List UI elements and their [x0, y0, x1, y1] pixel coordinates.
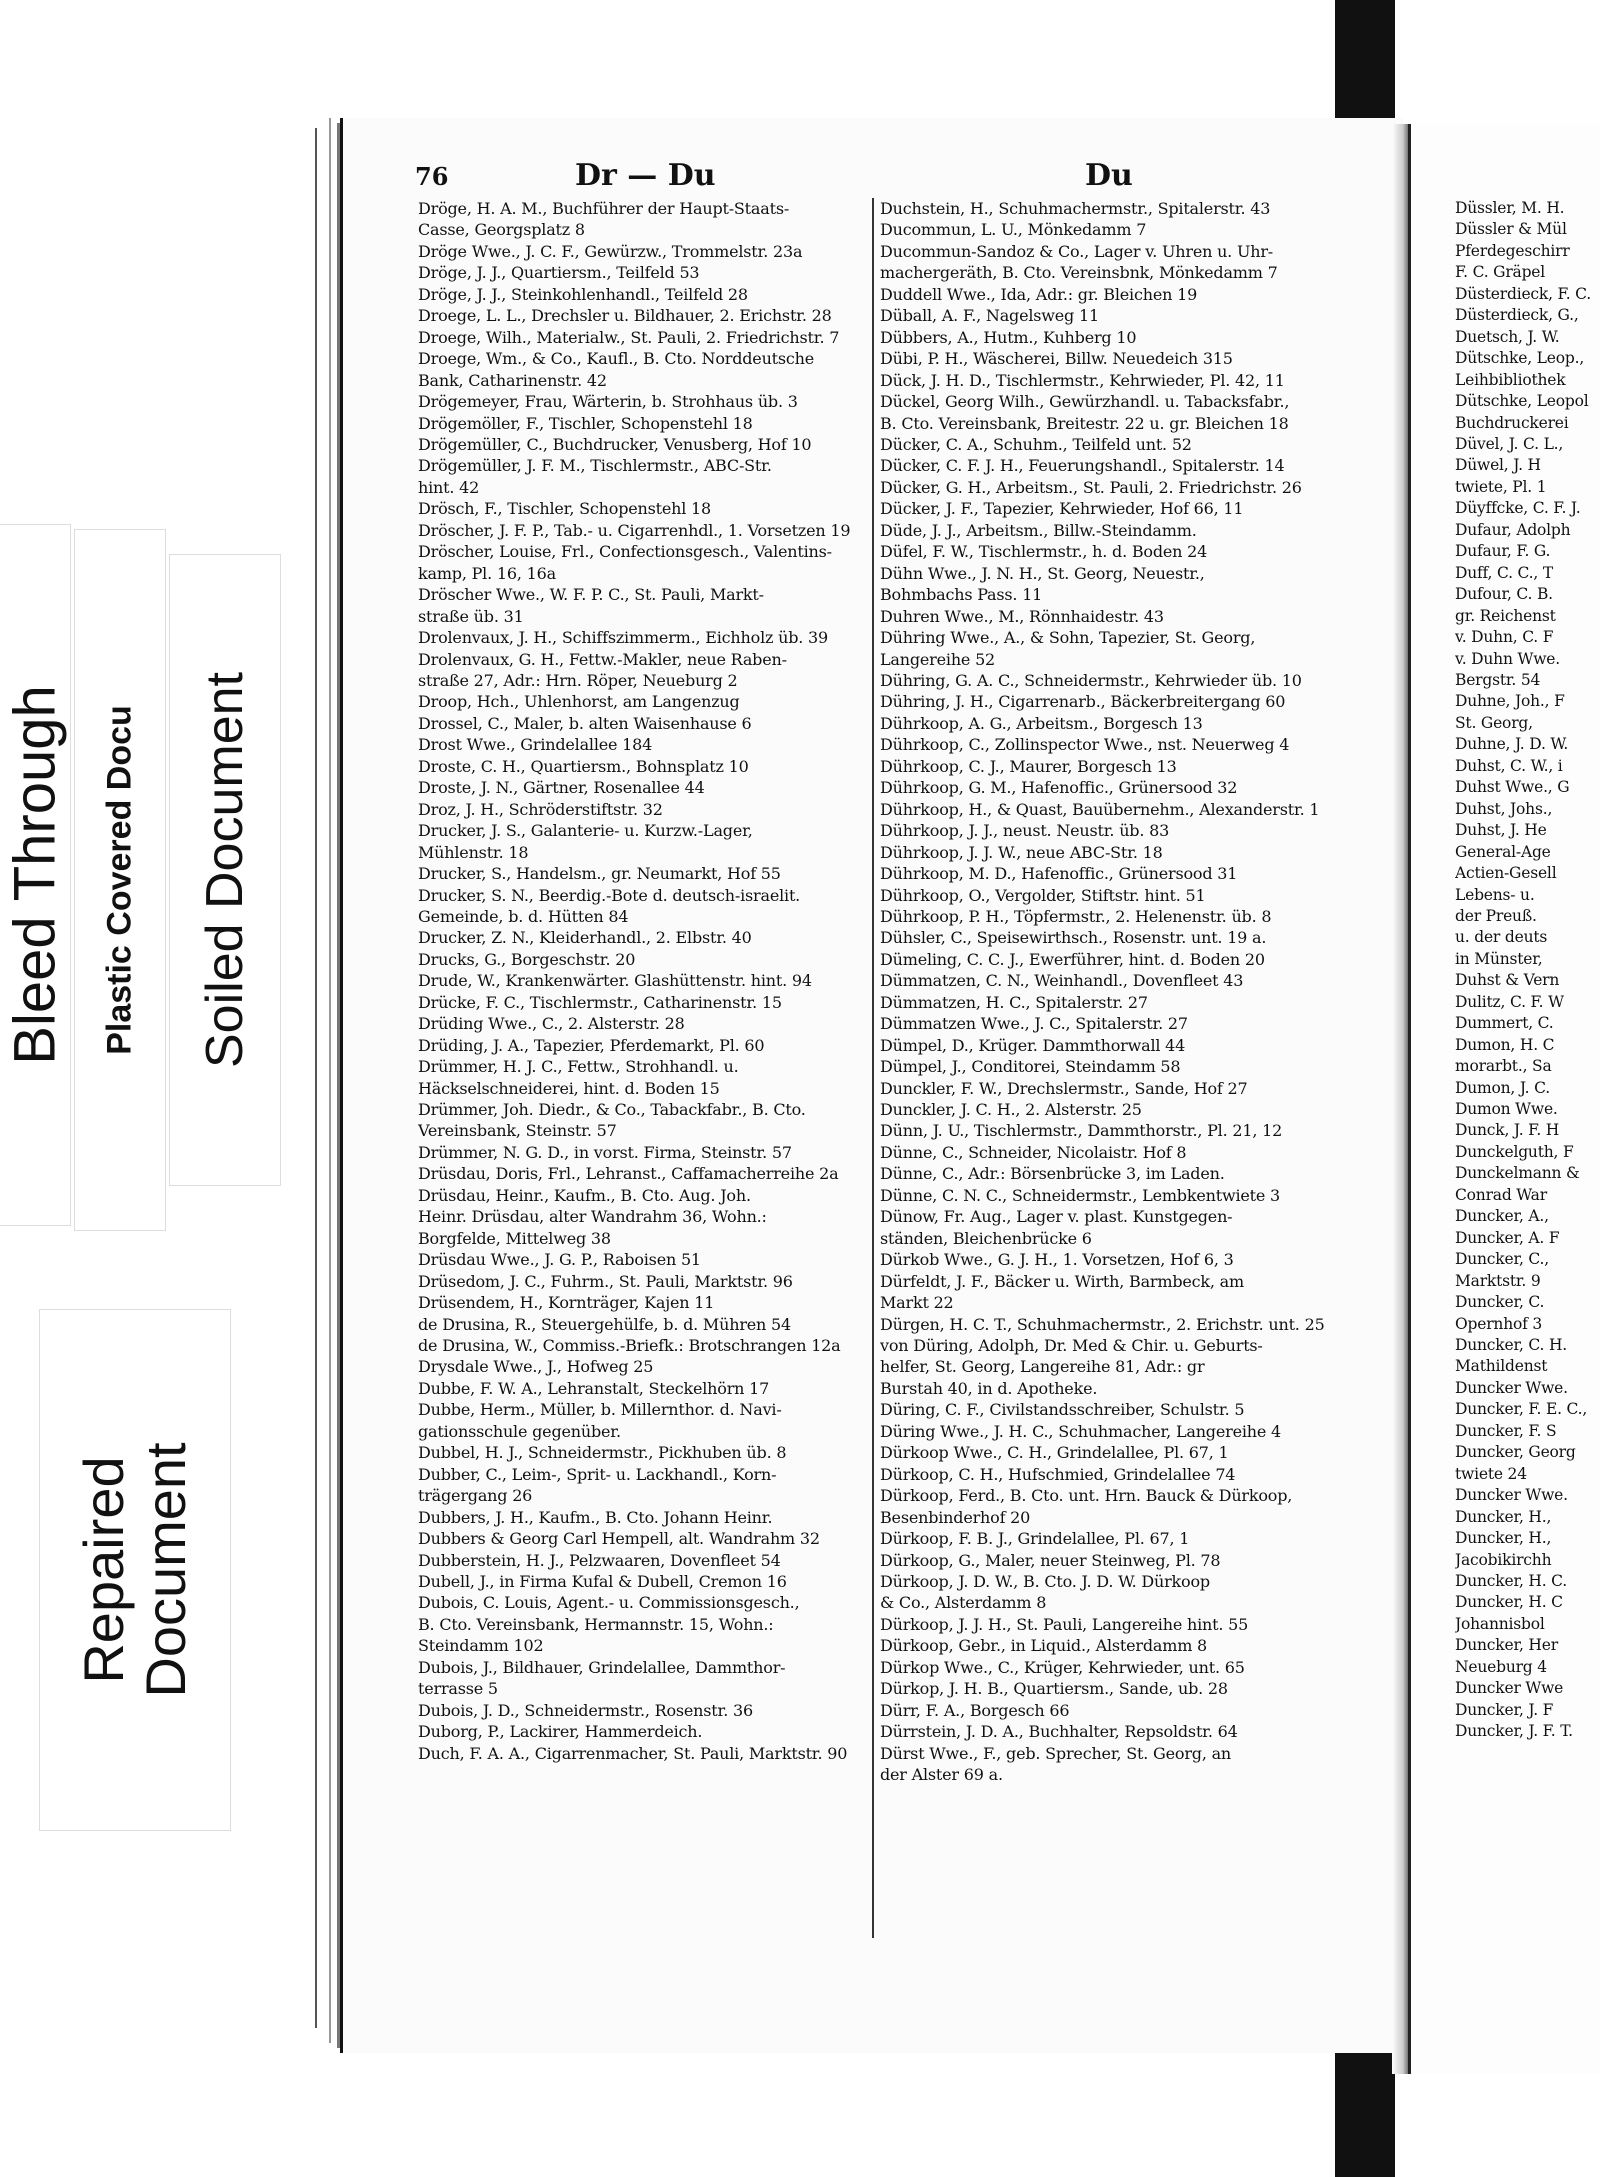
directory-entry-line: Häckselschneiderei, hint. d. Boden 15	[418, 1078, 720, 1098]
directory-entry-line: Drolenvaux, J. H., Schiffszimmerm., Eichholz üb. 39	[418, 628, 828, 648]
directory-entry-line: Dürst Wwe., F., geb. Sprecher, St. Georg, an	[880, 1743, 1232, 1763]
directory-entry-line: Mathildenst	[1455, 1357, 1548, 1376]
directory-entry-line: twiete, Pl. 1	[1455, 477, 1547, 496]
directory-entry-line: Dümmatzen Wwe., J. C., Spitalerstr. 27	[880, 1014, 1188, 1034]
directory-entry-line: Dunckler, F. W., Drechslermstr., Sande, Hof 27	[880, 1078, 1248, 1098]
directory-entry-line: Dufour, C. B.	[1455, 585, 1553, 604]
directory-entry-line: B. Cto. Vereinsbank, Hermannstr. 15, Wohn.:	[418, 1614, 774, 1634]
directory-entry-line: Drüsendem, H., Kornträger, Kajen 11	[418, 1293, 715, 1313]
directory-entry-line: gationsschule gegenüber.	[418, 1421, 621, 1441]
directory-entry-line: Neueburg 4	[1455, 1657, 1547, 1676]
directory-entry-line: Dühsler, C., Speisewirthsch., Rosenstr. unt. 19 a.	[880, 928, 1267, 948]
directory-entry-line: Drost Wwe., Grindelallee 184	[418, 735, 653, 755]
repaired-line-2: Document	[134, 1442, 197, 1698]
directory-entry-line: Vereinsbank, Steinstr. 57	[418, 1121, 617, 1141]
directory-entry-line: Markt 22	[880, 1293, 954, 1313]
directory-entry-line: Borgfelde, Mittelweg 38	[418, 1228, 611, 1248]
directory-entry-line: Marktstr. 9	[1455, 1271, 1541, 1290]
directory-entry-line: straße 27, Adr.: Hrn. Röper, Neueburg 2	[418, 670, 738, 690]
directory-entry-line: Düball, A. F., Nagelsweg 11	[880, 306, 1099, 326]
directory-entry-line: Duncker Wwe.	[1455, 1486, 1568, 1505]
directory-entry-line: Johannisbol	[1455, 1614, 1545, 1633]
directory-entry-line: Dübbers, A., Hutm., Kuhberg 10	[880, 327, 1137, 347]
directory-entry-line: der Preuß.	[1455, 906, 1537, 925]
directory-entry-line: Duncker, Her	[1455, 1636, 1558, 1655]
directory-entry-line: Dunck, J. F. H	[1455, 1121, 1560, 1140]
directory-entry-line: Droz, J. H., Schröderstiftstr. 32	[418, 799, 663, 819]
left-running-header: Dr — Du	[575, 158, 716, 193]
directory-entry-line: Drucker, Z. N., Kleiderhandl., 2. Elbstr. 40	[418, 928, 752, 948]
directory-entry-line: Dünow, Fr. Aug., Lager v. plast. Kunstgegen-	[880, 1207, 1233, 1227]
directory-entry-line: Dürkoop, Ferd., B. Cto. unt. Hrn. Bauck & Dürkoop,	[880, 1486, 1293, 1506]
directory-entry-line: Leihbibliothek	[1455, 370, 1566, 389]
directory-entry-line: machergeräth, B. Cto. Vereinsbnk, Mönkedamm 7	[880, 263, 1278, 283]
directory-entry-line: Duhst Wwe., G	[1455, 778, 1570, 797]
directory-entry-line: Drögemeyer, Frau, Wärterin, b. Strohhaus üb. 3	[418, 392, 798, 412]
directory-entry-line: Drösch, F., Tischler, Schopenstehl 18	[418, 499, 711, 519]
directory-entry-line: Buchdruckerei	[1455, 413, 1569, 432]
directory-entry-line: Lebens- u.	[1455, 885, 1535, 904]
directory-entry-line: Düsterdieck, G.,	[1455, 306, 1579, 325]
directory-entry-line: Dürkob Wwe., G. J. H., 1. Vorsetzen, Hof 6, 3	[880, 1250, 1234, 1270]
directory-entry-line: Düfel, F. W., Tischlermstr., h. d. Boden 24	[880, 542, 1208, 562]
directory-entry-line: Dührkoop, M. D., Hafenoffic., Grünersood 31	[880, 864, 1238, 884]
directory-entry-line: Duncker, H. C	[1455, 1593, 1563, 1612]
directory-entry-line: Dühring, J. H., Cigarrenarb., Bäckerbreitergang 60	[880, 692, 1286, 712]
directory-entry-line: Dürkoop, Gebr., in Liquid., Alsterdamm 8	[880, 1636, 1208, 1656]
directory-entry-line: Dunckelmann &	[1455, 1164, 1580, 1183]
directory-entry-line: Drögemüller, J. F. M., Tischlermstr., ABC-Str.	[418, 456, 772, 476]
directory-entry-line: Dulitz, C. F. W	[1455, 992, 1564, 1011]
directory-entry-line: Dubberstein, H. J., Pelzwaaren, Dovenfleet 54	[418, 1550, 781, 1570]
directory-entry-line: Dübi, P. H., Wäscherei, Billw. Neuedeich 315	[880, 349, 1233, 369]
directory-entry-line: Duncker, J. F. T.	[1455, 1722, 1573, 1741]
directory-entry-line: Dückel, Georg Wilh., Gewürzhandl. u. Tabacksfabr.,	[880, 392, 1290, 412]
directory-entry-line: Dubois, C. Louis, Agent.- u. Commissionsgesch.,	[418, 1593, 800, 1613]
directory-entry-line: Casse, Georgsplatz 8	[418, 220, 585, 240]
directory-entry-line: Dubois, J. D., Schneidermstr., Rosenstr. 36	[418, 1700, 753, 1720]
directory-entry-line: v. Duhn Wwe.	[1455, 649, 1560, 668]
directory-entry-line: Dührkoop, J. J., neust. Neustr. üb. 83	[880, 821, 1170, 841]
directory-entry-line: Drucker, S., Handelsm., gr. Neumarkt, Hof 55	[418, 864, 781, 884]
directory-entry-line: F. C. Gräpel	[1455, 263, 1546, 282]
directory-entry-line: Düde, J. J., Arbeitsm., Billw.-Steindamm.	[880, 520, 1197, 540]
directory-entry-line: Duncker, H.,	[1455, 1507, 1552, 1526]
directory-entry-line: Duchstein, H., Schuhmachermstr., Spitalerstr. 43	[880, 199, 1271, 218]
plastic-covered-text: Plastic Covered Docu	[100, 705, 139, 1055]
repaired-document-text	[73, 1442, 197, 1697]
directory-entry-line: Duncker Wwe	[1455, 1679, 1564, 1698]
directory-entry-line: Drossel, C., Maler, b. alten Waisenhause 6	[418, 713, 752, 733]
directory-entry-line: Duhst, C. W., i	[1455, 756, 1563, 775]
directory-entry-line: Dührkoop, O., Vergolder, Stiftstr. hint. 51	[880, 885, 1206, 905]
directory-entry-line: Dröge, H. A. M., Buchführer der Haupt-Staats-	[418, 199, 790, 218]
directory-entry-line: Dumon Wwe.	[1455, 1100, 1558, 1119]
facing-page-column	[1455, 198, 1600, 1743]
directory-entry-line: Dürkoop, C. H., Hufschmied, Grindelallee 74	[880, 1464, 1236, 1484]
directory-entry-line: Pferdegeschirr	[1455, 241, 1570, 260]
directory-entry-line: kamp, Pl. 16, 16a	[418, 563, 556, 583]
directory-entry-line: Dubbel, H. J., Schneidermstr., Pickhuben üb. 8	[418, 1443, 787, 1463]
soiled-document-label	[170, 555, 280, 1185]
directory-entry-line: Duhne, J. D. W.	[1455, 735, 1569, 754]
directory-entry-line: Duhren Wwe., M., Rönnhaidestr. 43	[880, 606, 1164, 626]
left-directory-column	[418, 198, 868, 1764]
directory-entry-line: gr. Reichenst	[1455, 606, 1556, 625]
directory-entry-line: Dröge, J. J., Steinkohlenhandl., Teilfeld 28	[418, 284, 748, 304]
directory-entry-line: Heinr. Drüsdau, alter Wandrahm 36, Wohn.:	[418, 1207, 767, 1227]
top-black-tab	[1335, 0, 1395, 125]
directory-entry-line: Drümmer, N. G. D., in vorst. Firma, Steinstr. 57	[418, 1142, 792, 1162]
directory-entry-line: Dummert, C.	[1455, 1014, 1554, 1033]
directory-entry-line: Dürkoop, J. J. H., St. Pauli, Langereihe hint. 55	[880, 1614, 1249, 1634]
directory-entry-line: de Drusina, W., Commiss.-Briefk.: Brotschrangen 12a	[418, 1336, 841, 1356]
directory-entry-line: helfer, St. Georg, Langereihe 81, Adr.: gr	[880, 1357, 1205, 1377]
directory-entry-line: Drücke, F. C., Tischlermstr., Catharinenstr. 15	[418, 992, 782, 1012]
directory-entry-line: Düssler, M. H.	[1455, 199, 1565, 217]
directory-entry-line: B. Cto. Vereinsbank, Breitestr. 22 u. gr. Bleichen 18	[880, 413, 1289, 433]
directory-entry-line: Drüsdau, Doris, Frl., Lehranst., Caffamacherreihe 2a	[418, 1164, 839, 1184]
directory-entry-line: Dümmatzen, H. C., Spitalerstr. 27	[880, 992, 1148, 1012]
directory-entry-line: Duetsch, J. W.	[1455, 327, 1560, 346]
directory-entry-line: Droege, Wm., & Co., Kaufl., B. Cto. Norddeutsche	[418, 349, 815, 369]
directory-entry-line: Dürkoop Wwe., C. H., Grindelallee, Pl. 67, 1	[880, 1443, 1229, 1463]
directory-entry-line: Dubber, C., Leim-, Sprit- u. Lackhandl., Korn-	[418, 1464, 777, 1484]
directory-entry-line: Dürkop Wwe., C., Krüger, Kehrwieder, unt. 65	[880, 1657, 1245, 1677]
directory-entry-line: Dürfeldt, J. F., Bäcker u. Wirth, Barmbeck, am	[880, 1271, 1244, 1291]
directory-entry-line: Düwel, J. H	[1455, 456, 1541, 475]
directory-entry-line: Dünne, C. N. C., Schneidermstr., Lembkentwiete 3	[880, 1185, 1280, 1205]
directory-entry-line: Duncker, C.	[1455, 1293, 1545, 1312]
directory-entry-line: Drucks, G., Borgeschstr. 20	[418, 949, 636, 969]
directory-entry-line: Dührkoop, G. M., Hafenoffic., Grünersood 32	[880, 778, 1238, 798]
directory-entry-line: Duncker, A. F	[1455, 1228, 1560, 1247]
directory-entry-line: Drysdale Wwe., J., Hofweg 25	[418, 1357, 654, 1377]
directory-entry-line: Dühn Wwe., J. N. H., St. Georg, Neuestr.,	[880, 563, 1205, 583]
directory-entry-line: Duncker, C. H.	[1455, 1336, 1568, 1355]
directory-entry-line: Duncker, F. E. C.,	[1455, 1400, 1588, 1419]
directory-entry-line: Gemeinde, b. d. Hütten 84	[418, 906, 629, 926]
directory-entry-line: Ducommun-Sandoz & Co., Lager v. Uhren u. Uhr-	[880, 241, 1274, 261]
directory-entry-line: Dubbe, F. W. A., Lehranstalt, Steckelhörn 17	[418, 1378, 770, 1398]
directory-entry-line: Dümmatzen, C. N., Weinhandl., Dovenfleet 43	[880, 971, 1244, 991]
directory-entry-line: Dunckelguth, F	[1455, 1142, 1574, 1161]
directory-entry-line: Bank, Catharinenstr. 42	[418, 370, 607, 390]
directory-entry-line: Düsterdieck, F. C.	[1455, 284, 1591, 303]
directory-entry-line: Duncker, A.,	[1455, 1207, 1549, 1226]
directory-entry-line: Droste, C. H., Quartiersm., Bohnsplatz 10	[418, 756, 749, 776]
directory-entry-line: Dröge, J. J., Quartiersm., Teilfeld 53	[418, 263, 700, 283]
directory-entry-line: Dücker, C. F. J. H., Feuerungshandl., Spitalerstr. 14	[880, 456, 1285, 476]
directory-entry-line: Duncker, H.,	[1455, 1529, 1552, 1548]
directory-entry-line: Drucker, S. N., Beerdig.-Bote d. deutsch-israelit.	[418, 885, 801, 905]
directory-entry-line: Dünne, C., Schneider, Nicolaistr. Hof 8	[880, 1142, 1187, 1162]
directory-entry-line: Dührkoop, C., Zollinspector Wwe., nst. Neuerweg 4	[880, 735, 1290, 755]
directory-entry-line: Steindamm 102	[418, 1636, 544, 1656]
directory-entry-line: Düring Wwe., J. H. C., Schuhmacher, Langereihe 4	[880, 1421, 1281, 1441]
directory-entry-line: Droege, L. L., Drechsler u. Bildhauer, 2. Erichstr. 28	[418, 306, 832, 326]
directory-entry-line: Langereihe 52	[880, 649, 996, 669]
directory-entry-line: Duborg, P., Lackirer, Hammerdeich.	[418, 1722, 703, 1742]
directory-entry-line: Drüsdau, Heinr., Kaufm., B. Cto. Aug. Joh.	[418, 1185, 751, 1205]
directory-entry-line: de Drusina, R., Steuergehülfe, b. d. Mühren 54	[418, 1314, 791, 1334]
directory-entry-line: der Alster 69 a.	[880, 1765, 1003, 1785]
directory-entry-line: u. der deuts	[1455, 928, 1548, 947]
directory-entry-line: Dührkoop, A. G., Arbeitsm., Borgesch 13	[880, 713, 1203, 733]
directory-entry-line: Droege, Wilh., Materialw., St. Pauli, 2. Friedrichstr. 7	[418, 327, 840, 347]
directory-entry-line: Duhne, Joh., F	[1455, 692, 1565, 711]
directory-entry-line: Duncker, J. F	[1455, 1700, 1554, 1719]
directory-entry-line: Droop, Hch., Uhlenhorst, am Langenzug	[418, 692, 740, 712]
directory-entry-line: Dütschke, Leopol	[1455, 392, 1589, 411]
directory-entry-line: Düvel, J. C. L.,	[1455, 434, 1564, 453]
directory-entry-line: Dubois, J., Bildhauer, Grindelallee, Dammthor-	[418, 1657, 786, 1677]
directory-entry-line: Ducommun, L. U., Mönkedamm 7	[880, 220, 1147, 240]
directory-entry-line: Dröscher, Louise, Frl., Confectionsgesch., Valentins-	[418, 542, 832, 562]
plastic-covered-label	[75, 530, 165, 1230]
directory-entry-line: & Co., Alsterdamm 8	[880, 1593, 1047, 1613]
directory-entry-line: Dröscher Wwe., W. F. P. C., St. Pauli, Markt-	[418, 585, 764, 605]
directory-entry-line: Opernhof 3	[1455, 1314, 1543, 1333]
directory-entry-line: Drümmer, Joh. Diedr., & Co., Tabackfabr., B. Cto.	[418, 1100, 806, 1120]
directory-entry-line: von Düring, Adolph, Dr. Med & Chir. u. Geburts-	[880, 1336, 1263, 1356]
directory-entry-line: Düyffcke, C. F. J.	[1455, 499, 1581, 518]
directory-entry-line: Jacobikirchh	[1455, 1550, 1552, 1569]
directory-entry-line: Drolenvaux, G. H., Fettw.-Makler, neue Raben-	[418, 649, 787, 669]
directory-entry-line: morarbt., Sa	[1455, 1057, 1552, 1076]
column-divider	[872, 198, 874, 1938]
directory-entry-line: Dumon, H. C	[1455, 1035, 1555, 1054]
directory-entry-line: Drümmer, H. J. C., Fettw., Strohhandl. u.	[418, 1057, 739, 1077]
directory-entry-line: Dubbers & Georg Carl Hempell, alt. Wandrahm 32	[418, 1529, 820, 1549]
directory-entry-line: Dücker, G. H., Arbeitsm., St. Pauli, 2. Friedrichstr. 26	[880, 477, 1302, 497]
directory-entry-line: Duhst, Johs.,	[1455, 799, 1553, 818]
soiled-document-text: Soiled Document	[196, 672, 254, 1068]
directory-entry-line: Duch, F. A. A., Cigarrenmacher, St. Pauli, Marktstr. 90	[418, 1743, 848, 1763]
directory-entry-line: hint. 42	[418, 477, 480, 497]
right-directory-column	[880, 198, 1340, 1786]
directory-entry-line: Duhst, J. He	[1455, 821, 1547, 840]
directory-entry-line: Dührkoop, H., & Quast, Bauübernehm., Alexanderstr. 1	[880, 799, 1320, 819]
repaired-document-label	[40, 1310, 230, 1830]
directory-entry-line: Düssler & Mül	[1455, 220, 1567, 239]
directory-entry-line: Drucker, J. S., Galanterie- u. Kurzw.-Lager,	[418, 821, 753, 841]
directory-entry-line: ständen, Bleichenbrücke 6	[880, 1228, 1092, 1248]
directory-entry-line: Dührkoop, J. J. W., neue ABC-Str. 18	[880, 842, 1163, 862]
directory-entry-line: Dücker, C. A., Schuhm., Teilfeld unt. 52	[880, 434, 1192, 454]
directory-entry-line: Bergstr. 54	[1455, 670, 1541, 689]
directory-entry-line: Dücker, J. F., Tapezier, Kehrwieder, Hof 66, 11	[880, 499, 1244, 519]
directory-entry-line: Dumon, J. C.	[1455, 1078, 1550, 1097]
directory-entry-line: Drüding, J. A., Tapezier, Pferdemarkt, Pl. 60	[418, 1035, 765, 1055]
directory-entry-line: Duhst & Vern	[1455, 971, 1560, 990]
directory-entry-line: Düring, C. F., Civilstandsschreiber, Schulstr. 5	[880, 1400, 1245, 1420]
directory-entry-line: Dürkoop, G., Maler, neuer Steinweg, Pl. 78	[880, 1550, 1221, 1570]
directory-entry-line: Dubbe, Herm., Müller, b. Millernthor. d. Navi-	[418, 1400, 782, 1420]
directory-entry-line: Duncker Wwe.	[1455, 1378, 1568, 1397]
directory-entry-line: Duncker, C.,	[1455, 1250, 1549, 1269]
directory-entry-line: Dubell, J., in Firma Kufal & Dubell, Cremon 16	[418, 1572, 787, 1591]
directory-entry-line: Duddell Wwe., Ida, Adr.: gr. Bleichen 19	[880, 284, 1198, 304]
right-running-header: Du	[1085, 158, 1133, 193]
directory-entry-line: Dühring Wwe., A., & Sohn, Tapezier, St. Georg,	[880, 628, 1256, 648]
directory-entry-line: Bohmbachs Pass. 11	[880, 585, 1043, 605]
directory-entry-line: Duff, C. C., T	[1455, 563, 1553, 582]
directory-entry-line: Duncker, H. C.	[1455, 1572, 1568, 1590]
directory-entry-line: Dünne, C., Adr.: Börsenbrücke 3, im Laden.	[880, 1164, 1225, 1184]
directory-entry-line: Burstah 40, in d. Apotheke.	[880, 1378, 1098, 1398]
directory-entry-line: twiete 24	[1455, 1464, 1527, 1483]
directory-entry-line: trägergang 26	[418, 1486, 533, 1506]
directory-entry-line: Dück, J. H. D., Tischlermstr., Kehrwieder, Pl. 42, 11	[880, 370, 1285, 390]
repaired-line-1: Repaired	[72, 1456, 135, 1684]
directory-entry-line: Drögemüller, C., Buchdrucker, Venusberg, Hof 10	[418, 434, 812, 454]
directory-entry-line: terrasse 5	[418, 1679, 498, 1699]
directory-entry-line: in Münster,	[1455, 949, 1543, 968]
directory-entry-line: Conrad War	[1455, 1185, 1547, 1204]
directory-entry-line: Droste, J. N., Gärtner, Rosenallee 44	[418, 778, 705, 798]
directory-entry-line: straße üb. 31	[418, 606, 524, 626]
directory-entry-line: Dümpel, J., Conditorei, Steindamm 58	[880, 1057, 1181, 1077]
directory-entry-line: General-Age	[1455, 842, 1551, 861]
directory-entry-line: Drüsdau Wwe., J. G. P., Raboisen 51	[418, 1250, 701, 1270]
directory-entry-line: Mühlenstr. 18	[418, 842, 529, 862]
directory-entry-line: Drude, W., Krankenwärter. Glashüttenstr. hint. 94	[418, 971, 812, 991]
directory-entry-line: Dührkoop, C. J., Maurer, Borgesch 13	[880, 756, 1177, 776]
directory-entry-line: Besenbinderhof 20	[880, 1507, 1031, 1527]
directory-entry-line: Dröscher, J. F. P., Tab.- u. Cigarrenhdl., 1. Vorsetzen 19	[418, 520, 851, 540]
directory-entry-line: Duncker, Georg	[1455, 1443, 1576, 1462]
bleed-through-text: Bleed Through	[2, 685, 68, 1065]
directory-entry-line: Actien-Gesell	[1455, 864, 1557, 883]
directory-entry-line: Dröge Wwe., J. C. F., Gewürzw., Trommelstr. 23a	[418, 241, 803, 261]
directory-entry-line: Drögemöller, F., Tischler, Schopenstehl 18	[418, 413, 753, 433]
directory-entry-line: Drüding Wwe., C., 2. Alsterstr. 28	[418, 1014, 685, 1034]
directory-entry-line: St. Georg,	[1455, 713, 1533, 732]
directory-entry-line: Dürgen, H. C. T., Schuhmachermstr., 2. Erichstr. unt. 25	[880, 1314, 1325, 1334]
directory-entry-line: Dümeling, C. C. J., Ewerführer, hint. d. Boden 20	[880, 949, 1265, 969]
directory-entry-line: v. Duhn, C. F	[1455, 628, 1554, 647]
directory-entry-line: Dührkoop, P. H., Töpfermstr., 2. Helenenstr. üb. 8	[880, 906, 1272, 926]
directory-entry-line: Dufaur, Adolph	[1455, 520, 1571, 539]
directory-entry-line: Dürkoop, J. D. W., B. Cto. J. D. W. Dürkoop	[880, 1572, 1210, 1591]
directory-entry-line: Dubbers, J. H., Kaufm., B. Cto. Johann Heinr.	[418, 1507, 773, 1527]
directory-entry-line: Dürkoop, F. B. J., Grindelallee, Pl. 67, 1	[880, 1529, 1190, 1549]
directory-entry-line: Duncker, F. S	[1455, 1421, 1557, 1440]
directory-entry-line: Dühring, G. A. C., Schneidermstr., Kehrwieder üb. 10	[880, 670, 1302, 690]
directory-entry-line: Dürkop, J. H. B., Quartiersm., Sande, ub. 28	[880, 1679, 1228, 1699]
page-number: 76	[415, 162, 449, 191]
directory-entry-line: Drüsedom, J. C., Fuhrm., St. Pauli, Marktstr. 96	[418, 1271, 793, 1291]
directory-entry-line: Dümpel, D., Krüger. Dammthorwall 44	[880, 1035, 1186, 1055]
directory-entry-line: Dünn, J. U., Tischlermstr., Dammthorstr., Pl. 21, 12	[880, 1121, 1283, 1141]
directory-entry-line: Dunckler, J. C. H., 2. Alsterstr. 25	[880, 1100, 1142, 1120]
directory-entry-line: Dürrstein, J. D. A., Buchhalter, Repsoldstr. 64	[880, 1722, 1238, 1742]
directory-entry-line: Dütschke, Leop.,	[1455, 349, 1585, 368]
bleed-through-label	[0, 525, 70, 1225]
directory-entry-line: Dürr, F. A., Borgesch 66	[880, 1700, 1070, 1720]
directory-entry-line: Dufaur, F. G.	[1455, 542, 1551, 561]
